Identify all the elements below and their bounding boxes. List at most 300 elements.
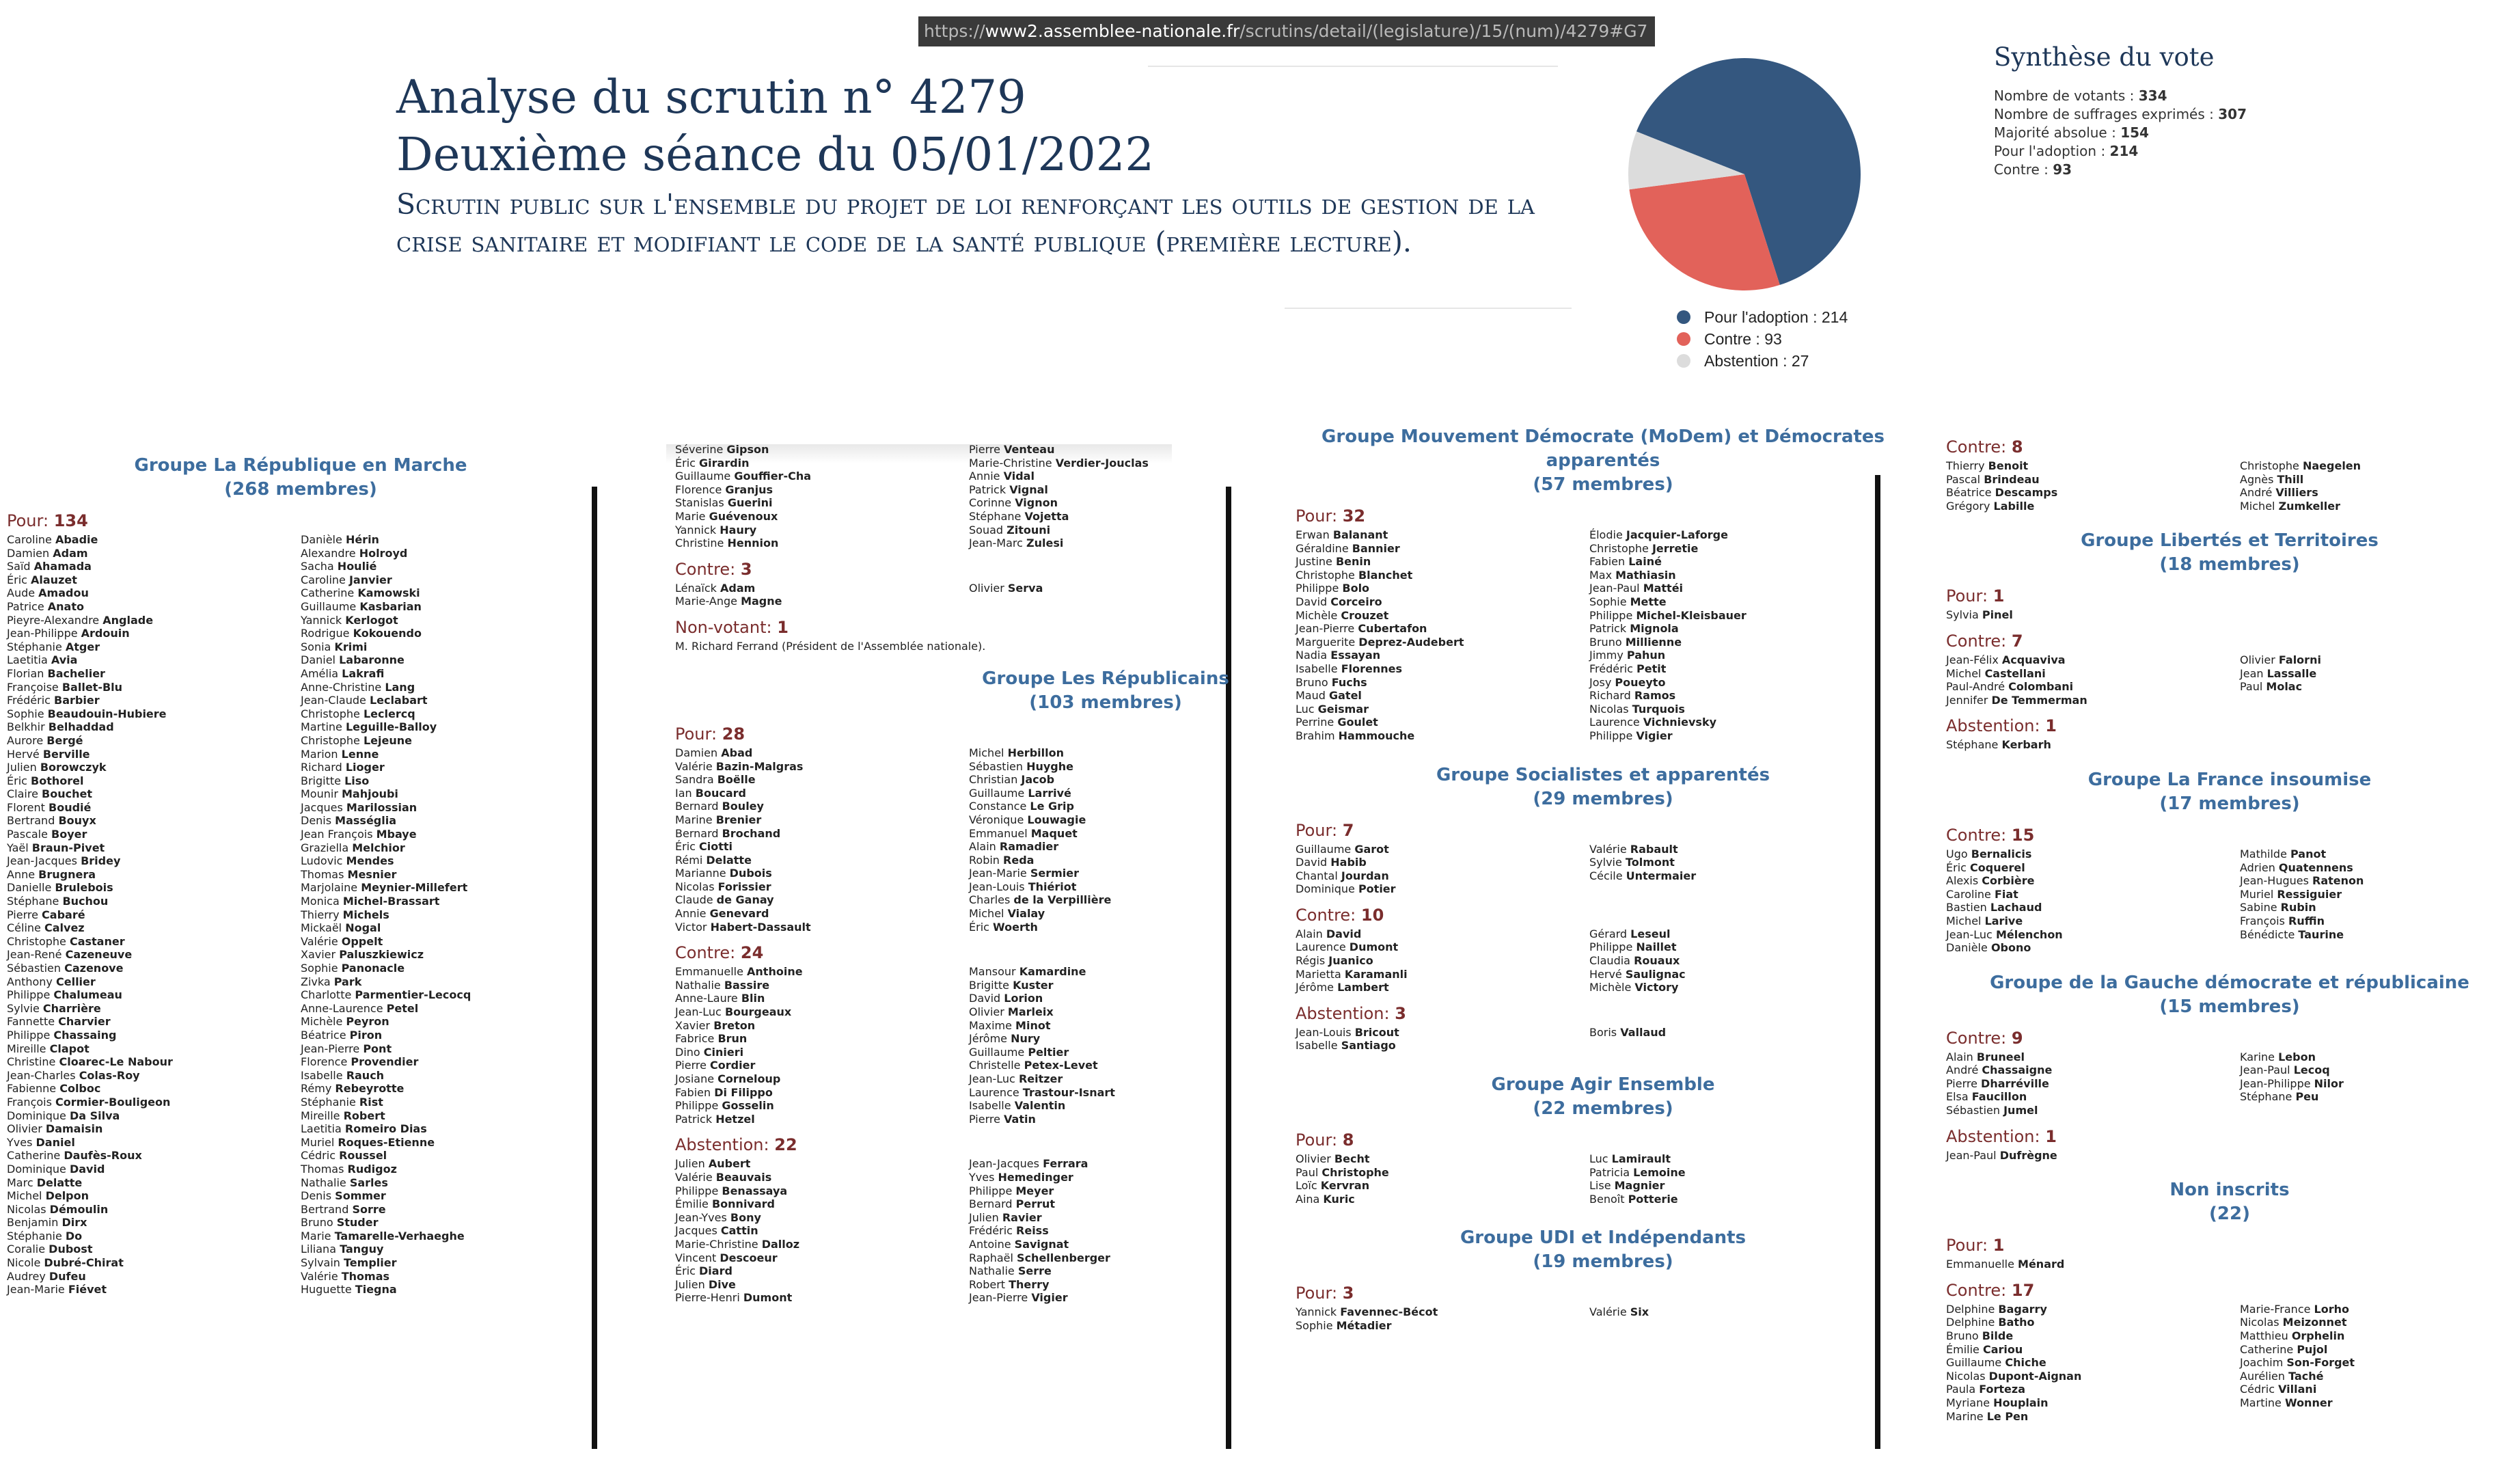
- first-name: Yannick: [1296, 1305, 1341, 1319]
- first-name: Mathilde: [2240, 847, 2290, 860]
- last-name: Rist: [359, 1095, 383, 1109]
- deputy-name: [1946, 1303, 2240, 1316]
- first-name: Dominique: [7, 1162, 70, 1176]
- last-name: Bachelier: [47, 666, 105, 680]
- group-members: (22 membres): [1533, 1098, 1673, 1120]
- name-list: [675, 965, 1263, 1126]
- deputy-name: [1589, 595, 1883, 609]
- last-name: Delpon: [45, 1189, 90, 1203]
- first-name: Grégory: [1946, 499, 1994, 513]
- deputy-name: [2240, 1063, 2520, 1077]
- last-name: Tamarelle-Verhaeghe: [334, 1229, 465, 1243]
- first-name: Nadia: [1296, 649, 1331, 662]
- last-name: Santiago: [1341, 1039, 1396, 1053]
- deputy-name: [2240, 667, 2520, 681]
- first-name: Daniel: [301, 653, 340, 667]
- first-name: Sophie: [7, 707, 48, 720]
- last-name: Hérin: [345, 533, 379, 546]
- first-name: Bernard: [675, 826, 722, 840]
- first-name: Danièle: [1946, 941, 1991, 955]
- first-name: Marc: [7, 1176, 37, 1189]
- last-name: Jerretie: [1652, 541, 1699, 555]
- deputy-name: [969, 510, 1263, 524]
- deputy-name: [969, 992, 1263, 1005]
- last-name: Lecoq: [2293, 1063, 2330, 1077]
- deputy-name: [301, 1122, 594, 1136]
- last-name: Gatel: [1329, 689, 1362, 703]
- first-name: Jean-Luc: [675, 1005, 725, 1019]
- first-name: Isabelle: [301, 1068, 346, 1082]
- last-name: Paluszkiewicz: [339, 948, 424, 962]
- first-name: Laetitia: [7, 653, 51, 667]
- last-name: Deprez-Audebert: [1358, 635, 1464, 649]
- deputy-name: [1589, 622, 1883, 636]
- deputy-name: [301, 547, 594, 560]
- deputy-name: [1296, 1039, 1589, 1053]
- deputy-name: [1589, 1026, 1883, 1040]
- deputy-name: [7, 640, 301, 654]
- vote-label: Pour: 3: [1296, 1284, 1354, 1303]
- legend-dot: [1677, 332, 1690, 346]
- deputy-name: [301, 681, 594, 694]
- deputy-name: [7, 600, 301, 614]
- deputy-name: [7, 1069, 301, 1083]
- last-name: David: [1326, 927, 1362, 940]
- first-name: Robin: [969, 853, 1004, 867]
- deputy-name: [675, 1184, 969, 1198]
- last-name: Hennion: [727, 537, 779, 550]
- deputy-name: [969, 1184, 1263, 1198]
- last-name: Nilor: [2314, 1076, 2344, 1090]
- column-2: [675, 443, 1263, 1305]
- deputy-name: [1296, 1152, 1589, 1166]
- first-name: Nicolas: [2240, 1316, 2283, 1329]
- synthese-title: Synthèse du vote: [1994, 42, 2215, 72]
- deputy-name: [2240, 1343, 2520, 1357]
- last-name: Karamanli: [1344, 967, 1408, 981]
- last-name: Goulet: [1337, 716, 1378, 729]
- deputy-name: [675, 1291, 969, 1305]
- last-name: Magne: [741, 595, 782, 608]
- first-name: Jean-Paul: [2240, 1063, 2294, 1077]
- last-name: Jourdan: [1341, 869, 1389, 882]
- last-name: Serva: [1007, 581, 1043, 595]
- spacer: [1946, 1162, 2513, 1178]
- first-name: Raphaël: [969, 1251, 1017, 1264]
- first-name: Frédéric: [7, 694, 55, 707]
- last-name: Kerlogot: [345, 613, 398, 627]
- deputy-name: [969, 921, 1263, 934]
- last-name: Obono: [1990, 941, 2031, 955]
- first-name: Charlotte: [301, 988, 355, 1002]
- first-name: Xavier: [301, 948, 340, 962]
- first-name: Jean-Pierre: [301, 1042, 364, 1055]
- first-name: Aude: [7, 586, 39, 600]
- deputy-name: [2240, 459, 2520, 473]
- deputy-name: [7, 627, 301, 640]
- first-name: Sophie: [301, 962, 342, 975]
- last-name: Zumkeller: [2278, 499, 2340, 513]
- last-name: Panonacle: [341, 962, 405, 975]
- deputy-name: [1589, 528, 1883, 542]
- last-name: Chiche: [2005, 1356, 2046, 1370]
- last-name: Gosselin: [722, 1099, 774, 1113]
- url-bar[interactable]: [918, 16, 1655, 46]
- first-name: Philippe: [675, 1184, 722, 1197]
- first-name: Alain: [969, 840, 1000, 854]
- deputy-name: [1589, 981, 1883, 994]
- last-name: Lamirault: [1611, 1152, 1671, 1166]
- first-name: Isabelle: [1296, 1039, 1341, 1053]
- last-name: Bricout: [1354, 1025, 1399, 1039]
- last-name: Kasbarian: [359, 599, 422, 613]
- last-name: Beaudouin-Hubiere: [47, 707, 167, 720]
- deputy-name: [675, 979, 969, 992]
- first-name: Céline: [7, 921, 44, 935]
- deputy-name: [301, 841, 594, 855]
- deputy-name: [2240, 1396, 2520, 1410]
- last-name: Kervran: [1320, 1179, 1370, 1193]
- group-members: (268 membres): [224, 479, 377, 500]
- deputy-name: [675, 1113, 969, 1126]
- last-name: Krimi: [334, 640, 368, 653]
- deputy-name: [7, 667, 301, 681]
- synthese-panel: [1994, 42, 2247, 179]
- last-name: Tiegna: [355, 1283, 397, 1297]
- last-name: Daniel: [36, 1135, 75, 1149]
- first-name: Marguerite: [1296, 635, 1359, 649]
- last-name: Bruneel: [1976, 1050, 2025, 1063]
- deputy-name: [675, 496, 969, 510]
- deputy-name: [301, 895, 594, 908]
- first-name: Paul-André: [1946, 680, 2009, 694]
- first-name: Fabrice: [675, 1032, 718, 1046]
- first-name: Christophe: [1589, 541, 1652, 555]
- deputy-name: [2240, 1356, 2520, 1370]
- last-name: Reiss: [1016, 1224, 1049, 1238]
- deputy-name: [2240, 928, 2520, 942]
- deputy-name: [2240, 1370, 2520, 1383]
- last-name: Becht: [1334, 1152, 1370, 1166]
- deputy-name: [1589, 649, 1883, 662]
- name-list: [1946, 1258, 2513, 1271]
- last-name: Forissier: [717, 880, 771, 893]
- first-name: Marianne: [675, 867, 730, 880]
- last-name: Parmentier-Lecocq: [355, 988, 471, 1002]
- first-name: Julien: [675, 1157, 709, 1171]
- first-name: Caroline: [301, 573, 349, 586]
- deputy-name: [301, 908, 594, 922]
- first-name: Valérie: [1589, 1305, 1630, 1319]
- deputy-name: [675, 537, 969, 550]
- first-name: Christophe: [301, 707, 364, 720]
- first-name: Marine: [1946, 1409, 1987, 1423]
- last-name: Untermaier: [1626, 869, 1697, 882]
- first-name: Sacha: [301, 560, 338, 573]
- vote-label: Contre: 8: [1946, 437, 2023, 457]
- last-name: Mathiasin: [1615, 568, 1676, 582]
- first-name: Muriel: [2240, 887, 2277, 901]
- last-name: Amadou: [38, 586, 89, 600]
- first-name: Ian: [675, 786, 696, 800]
- first-name: Dino: [675, 1045, 704, 1059]
- first-name: Valérie: [1589, 842, 1630, 856]
- first-name: Perrine: [1296, 716, 1338, 729]
- last-name: Mette: [1630, 595, 1667, 608]
- deputy-name: [969, 1032, 1263, 1046]
- first-name: Jean-Jacques: [969, 1157, 1043, 1171]
- last-name: Molac: [2266, 680, 2303, 694]
- first-name: Jean-Jacques: [7, 854, 81, 868]
- deputy-name: [969, 880, 1263, 894]
- legend-label: Pour l'adoption : 214: [1704, 308, 1848, 326]
- spacer: [1296, 1206, 1910, 1226]
- title-block: [396, 68, 1558, 299]
- last-name: Corneloup: [717, 1072, 781, 1085]
- last-name: Bernalicis: [1971, 847, 2032, 860]
- deputy-name: [1296, 927, 1589, 941]
- deputy-name: [1296, 1179, 1589, 1193]
- first-name: Robert: [969, 1277, 1009, 1291]
- deputy-name: [301, 614, 594, 627]
- first-name: Jean-Louis: [969, 880, 1028, 893]
- last-name: Gipson: [726, 443, 769, 456]
- first-name: Jean-Philippe: [7, 627, 81, 640]
- spacer: [1946, 955, 2513, 971]
- first-name: Marietta: [1296, 967, 1345, 981]
- first-name: Catherine: [301, 586, 358, 600]
- deputy-name: [675, 813, 969, 827]
- deputy-name: [301, 1270, 594, 1284]
- first-name: Julien: [969, 1210, 1002, 1224]
- deputy-name: [1946, 653, 2240, 667]
- name-list: [1946, 608, 2513, 622]
- first-name: Anne: [7, 867, 39, 881]
- last-name: Leseul: [1630, 927, 1671, 940]
- deputy-name: [7, 1230, 301, 1243]
- first-name: Nicole: [7, 1256, 44, 1270]
- first-name: Michèle: [1296, 608, 1341, 622]
- last-name: Nogal: [345, 921, 381, 935]
- first-name: Bertrand: [7, 814, 59, 828]
- last-name: Da Silva: [69, 1109, 120, 1122]
- first-name: Delphine: [1946, 1302, 1999, 1316]
- deputy-name: [301, 1256, 594, 1270]
- deputy-name: [969, 1224, 1263, 1238]
- first-name: Richard: [1589, 689, 1634, 703]
- last-name: Métadier: [1336, 1319, 1392, 1332]
- last-name: Lambert: [1337, 981, 1389, 994]
- first-name: Constance: [969, 800, 1030, 813]
- last-name: Orphelin: [2291, 1329, 2345, 1343]
- deputy-name: [1946, 1063, 2240, 1077]
- deputy-name: [1296, 582, 1589, 595]
- first-name: Frédéric: [1589, 662, 1637, 675]
- last-name: Démoulin: [49, 1202, 109, 1216]
- first-name: Lénaïck: [675, 581, 721, 595]
- first-name: Bénédicte: [2240, 927, 2299, 941]
- deputy-name: [1946, 1316, 2240, 1329]
- first-name: Elsa: [1946, 1090, 1972, 1104]
- first-name: Jean-Marie: [969, 867, 1030, 880]
- deputy-name: [1296, 981, 1589, 994]
- deputy-name: [675, 1238, 969, 1251]
- first-name: Gérard: [1589, 927, 1631, 940]
- synthese-row: Majorité absolue : 154: [1994, 124, 2149, 141]
- last-name: Boyer: [51, 828, 87, 841]
- first-name: Philippe: [1589, 729, 1636, 742]
- deputy-name: [7, 1176, 301, 1190]
- deputy-name: [1296, 555, 1589, 569]
- vote-label: Pour: 32: [1296, 506, 1366, 526]
- first-name: Michel: [1946, 914, 1985, 927]
- vote-label: Pour: 8: [1296, 1130, 1354, 1150]
- last-name: Colboc: [59, 1082, 101, 1096]
- first-name: Amélia: [301, 666, 342, 680]
- deputy-name: [301, 1176, 594, 1190]
- deputy-name: [7, 761, 301, 774]
- first-name: Jean-Philippe: [2240, 1076, 2314, 1090]
- last-name: Cariou: [1982, 1342, 2023, 1356]
- group-title: Groupe Libertés et Territoires: [2081, 530, 2379, 552]
- last-name: Ramos: [1634, 689, 1676, 703]
- name-list: [675, 443, 1263, 550]
- first-name: Pierre: [969, 1112, 1004, 1126]
- last-name: Brun: [717, 1032, 748, 1046]
- last-name: Vignal: [1009, 483, 1048, 496]
- deputy-name: [7, 1189, 301, 1203]
- deputy-name: [7, 854, 301, 868]
- deputy-name: [969, 1264, 1263, 1278]
- deputy-name: [7, 1149, 301, 1163]
- deputy-name: [301, 1243, 594, 1256]
- deputy-name: [969, 840, 1263, 854]
- last-name: Favennec-Bécot: [1340, 1305, 1438, 1319]
- first-name: Luc: [1589, 1152, 1612, 1166]
- deputy-name: [301, 600, 594, 614]
- last-name: Jumel: [2003, 1104, 2038, 1117]
- deputy-name: [2240, 653, 2520, 667]
- deputy-name: [301, 1069, 594, 1083]
- last-name: Naegelen: [2302, 459, 2361, 472]
- last-name: Marleix: [1007, 1005, 1054, 1019]
- deputy-name: [969, 827, 1263, 841]
- first-name: Bruno: [301, 1216, 337, 1230]
- deputy-name: [1296, 662, 1589, 676]
- last-name: Cordier: [710, 1059, 756, 1072]
- first-name: Pierre: [1946, 1076, 1982, 1090]
- last-name: Adam: [53, 546, 88, 560]
- last-name: Mignola: [1630, 622, 1679, 636]
- deputy-name: [1946, 680, 2240, 694]
- last-name: Robert: [343, 1109, 385, 1122]
- last-name: Michel-Brassart: [342, 895, 440, 908]
- name-list: [1296, 1152, 1910, 1206]
- last-name: Christophe: [1321, 1165, 1389, 1179]
- first-name: Dominique: [1296, 882, 1358, 896]
- first-name: Sophie: [1589, 595, 1630, 608]
- first-name: Benjamin: [7, 1216, 62, 1230]
- first-name: Xavier: [675, 1018, 714, 1032]
- last-name: Kokouendo: [353, 627, 422, 640]
- last-name: Lassalle: [2266, 666, 2317, 680]
- first-name: Fabien: [1589, 555, 1629, 569]
- last-name: Batho: [1998, 1316, 2035, 1329]
- deputy-name: [675, 457, 969, 470]
- first-name: Victor: [675, 920, 711, 934]
- deputy-name: [7, 1283, 301, 1297]
- last-name: Huyghe: [1026, 759, 1073, 773]
- deputy-name: [301, 1189, 594, 1203]
- deputy-name: [1589, 569, 1883, 582]
- first-name: Caroline: [7, 533, 55, 546]
- first-name: Guillaume: [969, 1045, 1028, 1059]
- deputy-name: [969, 483, 1263, 497]
- first-name: André: [1946, 1063, 1982, 1077]
- name-list: [1946, 653, 2513, 707]
- deputy-name: [301, 1109, 594, 1123]
- first-name: Michèle: [301, 1015, 346, 1029]
- legend-item-abstention: [1677, 350, 1848, 372]
- last-name: Ménard: [2018, 1258, 2065, 1271]
- first-name: Philippe: [1589, 608, 1636, 622]
- first-name: Bruno: [1296, 675, 1332, 689]
- group-title: Groupe La France insoumise: [2087, 769, 2372, 790]
- deputy-name: [7, 1002, 301, 1016]
- deputy-name: [1296, 882, 1589, 896]
- last-name: Ciotti: [699, 840, 733, 854]
- deputy-name: [301, 1163, 594, 1176]
- deputy-name: [969, 800, 1263, 813]
- first-name: Ugo: [1946, 847, 1971, 860]
- first-name: Pierre: [969, 443, 1004, 456]
- first-name: Guillaume: [969, 786, 1028, 800]
- last-name: Charrière: [42, 1001, 101, 1015]
- last-name: Dufeu: [49, 1269, 86, 1283]
- first-name: Yaël: [7, 841, 32, 854]
- last-name: Le Pen: [1986, 1409, 2029, 1423]
- first-name: Sébastien: [1946, 1104, 2004, 1117]
- first-name: Thierry: [301, 908, 343, 921]
- deputy-name: [1589, 609, 1883, 623]
- first-name: Jean-Louis: [1296, 1025, 1355, 1039]
- last-name: Tolmont: [1625, 856, 1675, 869]
- last-name: Ardouin: [81, 627, 130, 640]
- first-name: Christophe: [7, 934, 70, 948]
- last-name: Sorre: [352, 1202, 386, 1216]
- deputy-name: [969, 907, 1263, 921]
- last-name: Pinel: [1982, 608, 2013, 622]
- deputy-name: [969, 773, 1263, 787]
- deputy-name: [1946, 1370, 2240, 1383]
- first-name: Sylvia: [1946, 608, 1982, 622]
- deputy-name: [1946, 914, 2240, 928]
- group-members: (57 membres): [1533, 474, 1673, 495]
- last-name: Lemoine: [1633, 1165, 1686, 1179]
- group-members: (15 membres): [2159, 996, 2300, 1017]
- first-name: Christelle: [969, 1059, 1024, 1072]
- deputy-name: [1946, 500, 2240, 513]
- deputy-name: [301, 975, 594, 989]
- deputy-name: [1946, 1329, 2240, 1343]
- deputy-name: [1589, 843, 1883, 856]
- last-name: Crouzet: [1341, 608, 1389, 622]
- first-name: Stanislas: [675, 496, 728, 510]
- first-name: Julien: [7, 761, 40, 774]
- first-name: Marine: [675, 813, 716, 826]
- synthese-row: Contre : 93: [1994, 161, 2072, 178]
- first-name: Emmanuelle: [675, 965, 748, 979]
